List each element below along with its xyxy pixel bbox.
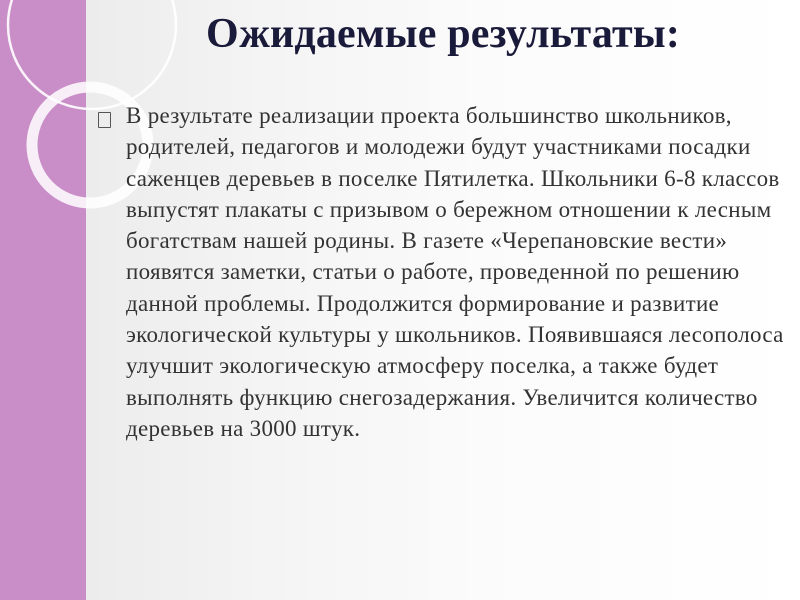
- side-band: [0, 0, 86, 600]
- slide-title: Ожидаемые результаты:: [205, 11, 681, 57]
- square-bullet-icon: [98, 112, 111, 128]
- bullet-text: В результате реализации проекта большинство школьников, родителей, педагогов и молодежи будут участниками посадки саженцев деревьев в поселке Пятилетка. Школьники 6-8 классов выпустят плакаты с призывом о бережном отношении к лесным богатствам нашей родины. В газете «Черепановские вести» появятся заметки, статьи о работе, проведенной по решению данной проблемы. Продолжится формирование и развитие экологической культуры у школьников. Появившаяся лесополоса улучшит экологическую атмосферу поселка, а также будет выполнять функцию снегозадержания. Увеличится количество деревьев на 3000 штук.: [126, 103, 784, 441]
